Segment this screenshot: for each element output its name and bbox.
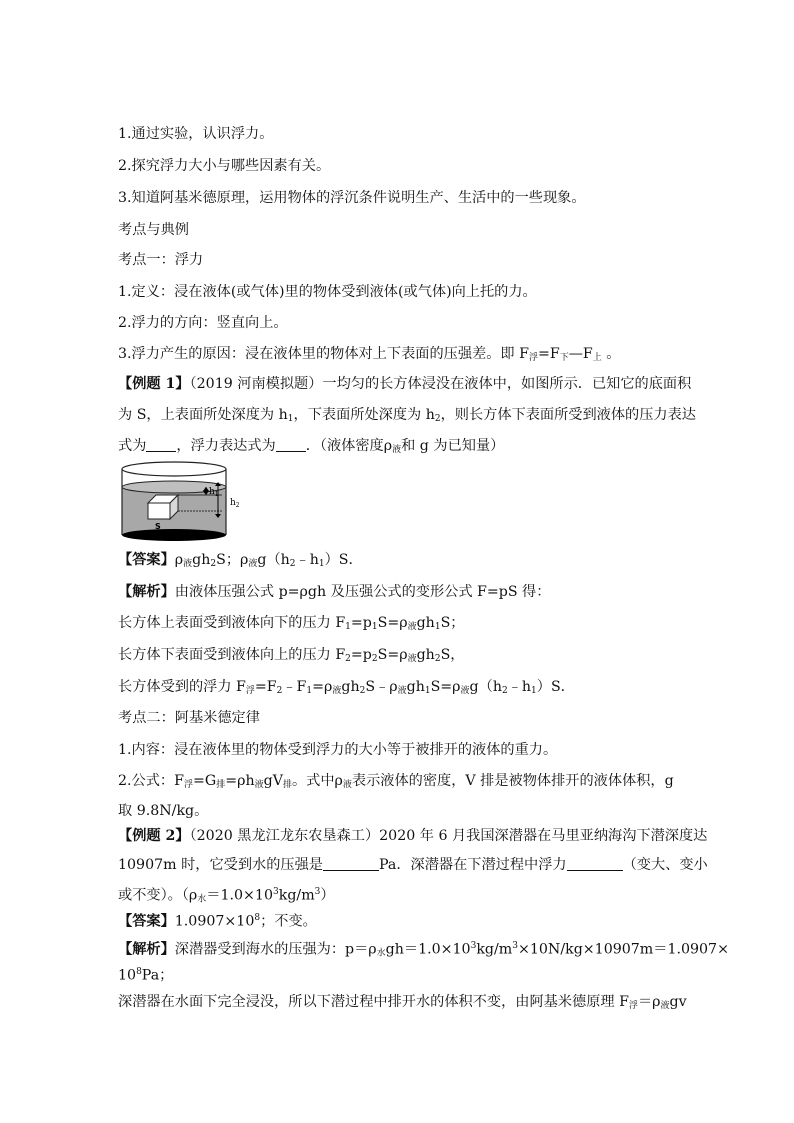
blank-4 <box>567 857 623 871</box>
ex1-answer: 【答案】$\rho_液gh_2S$；$\rho_液g(h_2﹣h_1)S$． <box>118 552 363 569</box>
ex1-line-1: 【例题 1】（2019 河南模拟题）一均匀的长方体浸没在液体中，如图所示．已知它的底面积 <box>118 376 692 392</box>
ex2-line-3: 或不变）。$(\rho_水=1.0\times 10^3kg/m^3)$ <box>118 887 335 905</box>
kp1-definition: 1.定义：浸在液体(或气体)里的物体受到液体(或气体)向上托的力。 <box>118 284 537 300</box>
cylinder-base <box>122 529 226 541</box>
kp1-direction: 2.浮力的方向：竖直向上。 <box>118 315 288 331</box>
kp1-title: 考点一：浮力 <box>118 252 204 268</box>
cylinder-rim <box>122 462 226 476</box>
objective-2: 2.探究浮力大小与哪些因素有关。 <box>118 158 331 174</box>
ex2-explain-1: 【解析】深潜器受到海水的压强为：$p=\rho_水gh=1.0\times 10^3kg/m^3\times 10N/kg\times 10907m=1.0907\times$ <box>118 941 729 959</box>
objective-1: 1.通过实验，认识浮力。 <box>118 126 274 142</box>
ex2-explain-2: $10^8Pa$； <box>118 967 174 984</box>
kp2-formula: 2.公式：$F_浮=G_排=\rho h_液gV_排$。式中$\rho_液$表示液体的密度，V 排是被物体排开的液体体积，g <box>118 773 674 790</box>
section-title: 考点与典例 <box>118 222 189 238</box>
kp2-formula-cont: 取 9.8N/kg。 <box>118 803 209 819</box>
ex2-line-2: 10907m 时，它受到水的压强是 Pa．深潜器在下潜过程中浮力 （变大、变小 <box>118 857 708 873</box>
s-label: S <box>155 522 161 531</box>
ex1-tag: 【例题 1】 <box>118 376 190 392</box>
objective-3: 3.知道阿基米德原理，运用物体的浮沉条件说明生产、生活中的一些现象。 <box>118 190 586 206</box>
ex2-explain-3: 深潜器在水面下完全浸没，所以下潜过程中排开水的体积不变，由阿基米德原理 $F_浮=\rho_液gv$ <box>118 994 687 1011</box>
ex2-line-1: 【例题 2】（2020 黑龙江龙东农垦森工）2020 年 6 月我国深潜器在马里亚纳海沟下潜深度达 <box>118 828 708 844</box>
h1-label: $h_1$ <box>209 487 219 498</box>
ex1-line-2: 为 S，上表面所处深度为 $h_1$，下表面所处深度为 $h_2$，则长方体下表面所受到液体的压力表达 <box>118 407 696 424</box>
kp2-title: 考点二：阿基米德定律 <box>118 710 260 726</box>
ex1-explain-3: 长方体下表面受到液体向上的压力 $F_2=p_2S=\rho_液gh_2S$， <box>118 647 465 664</box>
cylinder-figure <box>118 459 258 543</box>
kp2-content: 1.内容：浸在液体里的物体受到浮力的大小等于被排开的液体的重力。 <box>118 742 558 758</box>
block <box>148 503 170 519</box>
ex1-explain-2: 长方体上表面受到液体向下的压力 $F_1=p_1S=\rho_液gh_1S$； <box>118 615 465 632</box>
ex2-answer: 【答案】$1.0907\times 10^8$；不变。 <box>118 913 317 930</box>
ex1-explain-4: 长方体受到的浮力 $F_浮=F_2﹣F_1=\rho_液gh_2S﹣\rho_液gh_1S=\rho_液g(h_2﹣h_1)S$． <box>118 679 575 696</box>
blank-1 <box>146 438 176 452</box>
ex1-line-3: 式为 ，浮力表达式为 ．（液体密度$\rho_液$和 g 为已知量） <box>118 438 505 455</box>
blank-2 <box>276 438 306 452</box>
h2-label: $h_2$ <box>230 498 240 509</box>
ex1-explain-1: 【解析】由液体压强公式 p=ρgh 及压强公式的变形公式 F=pS 得： <box>118 584 551 600</box>
kp1-cause: 3.浮力产生的原因：浸在液体里的物体对上下表面的压强差。即 $F_浮=F_下—F_上$ 。 <box>118 346 621 363</box>
blank-3 <box>323 857 379 871</box>
